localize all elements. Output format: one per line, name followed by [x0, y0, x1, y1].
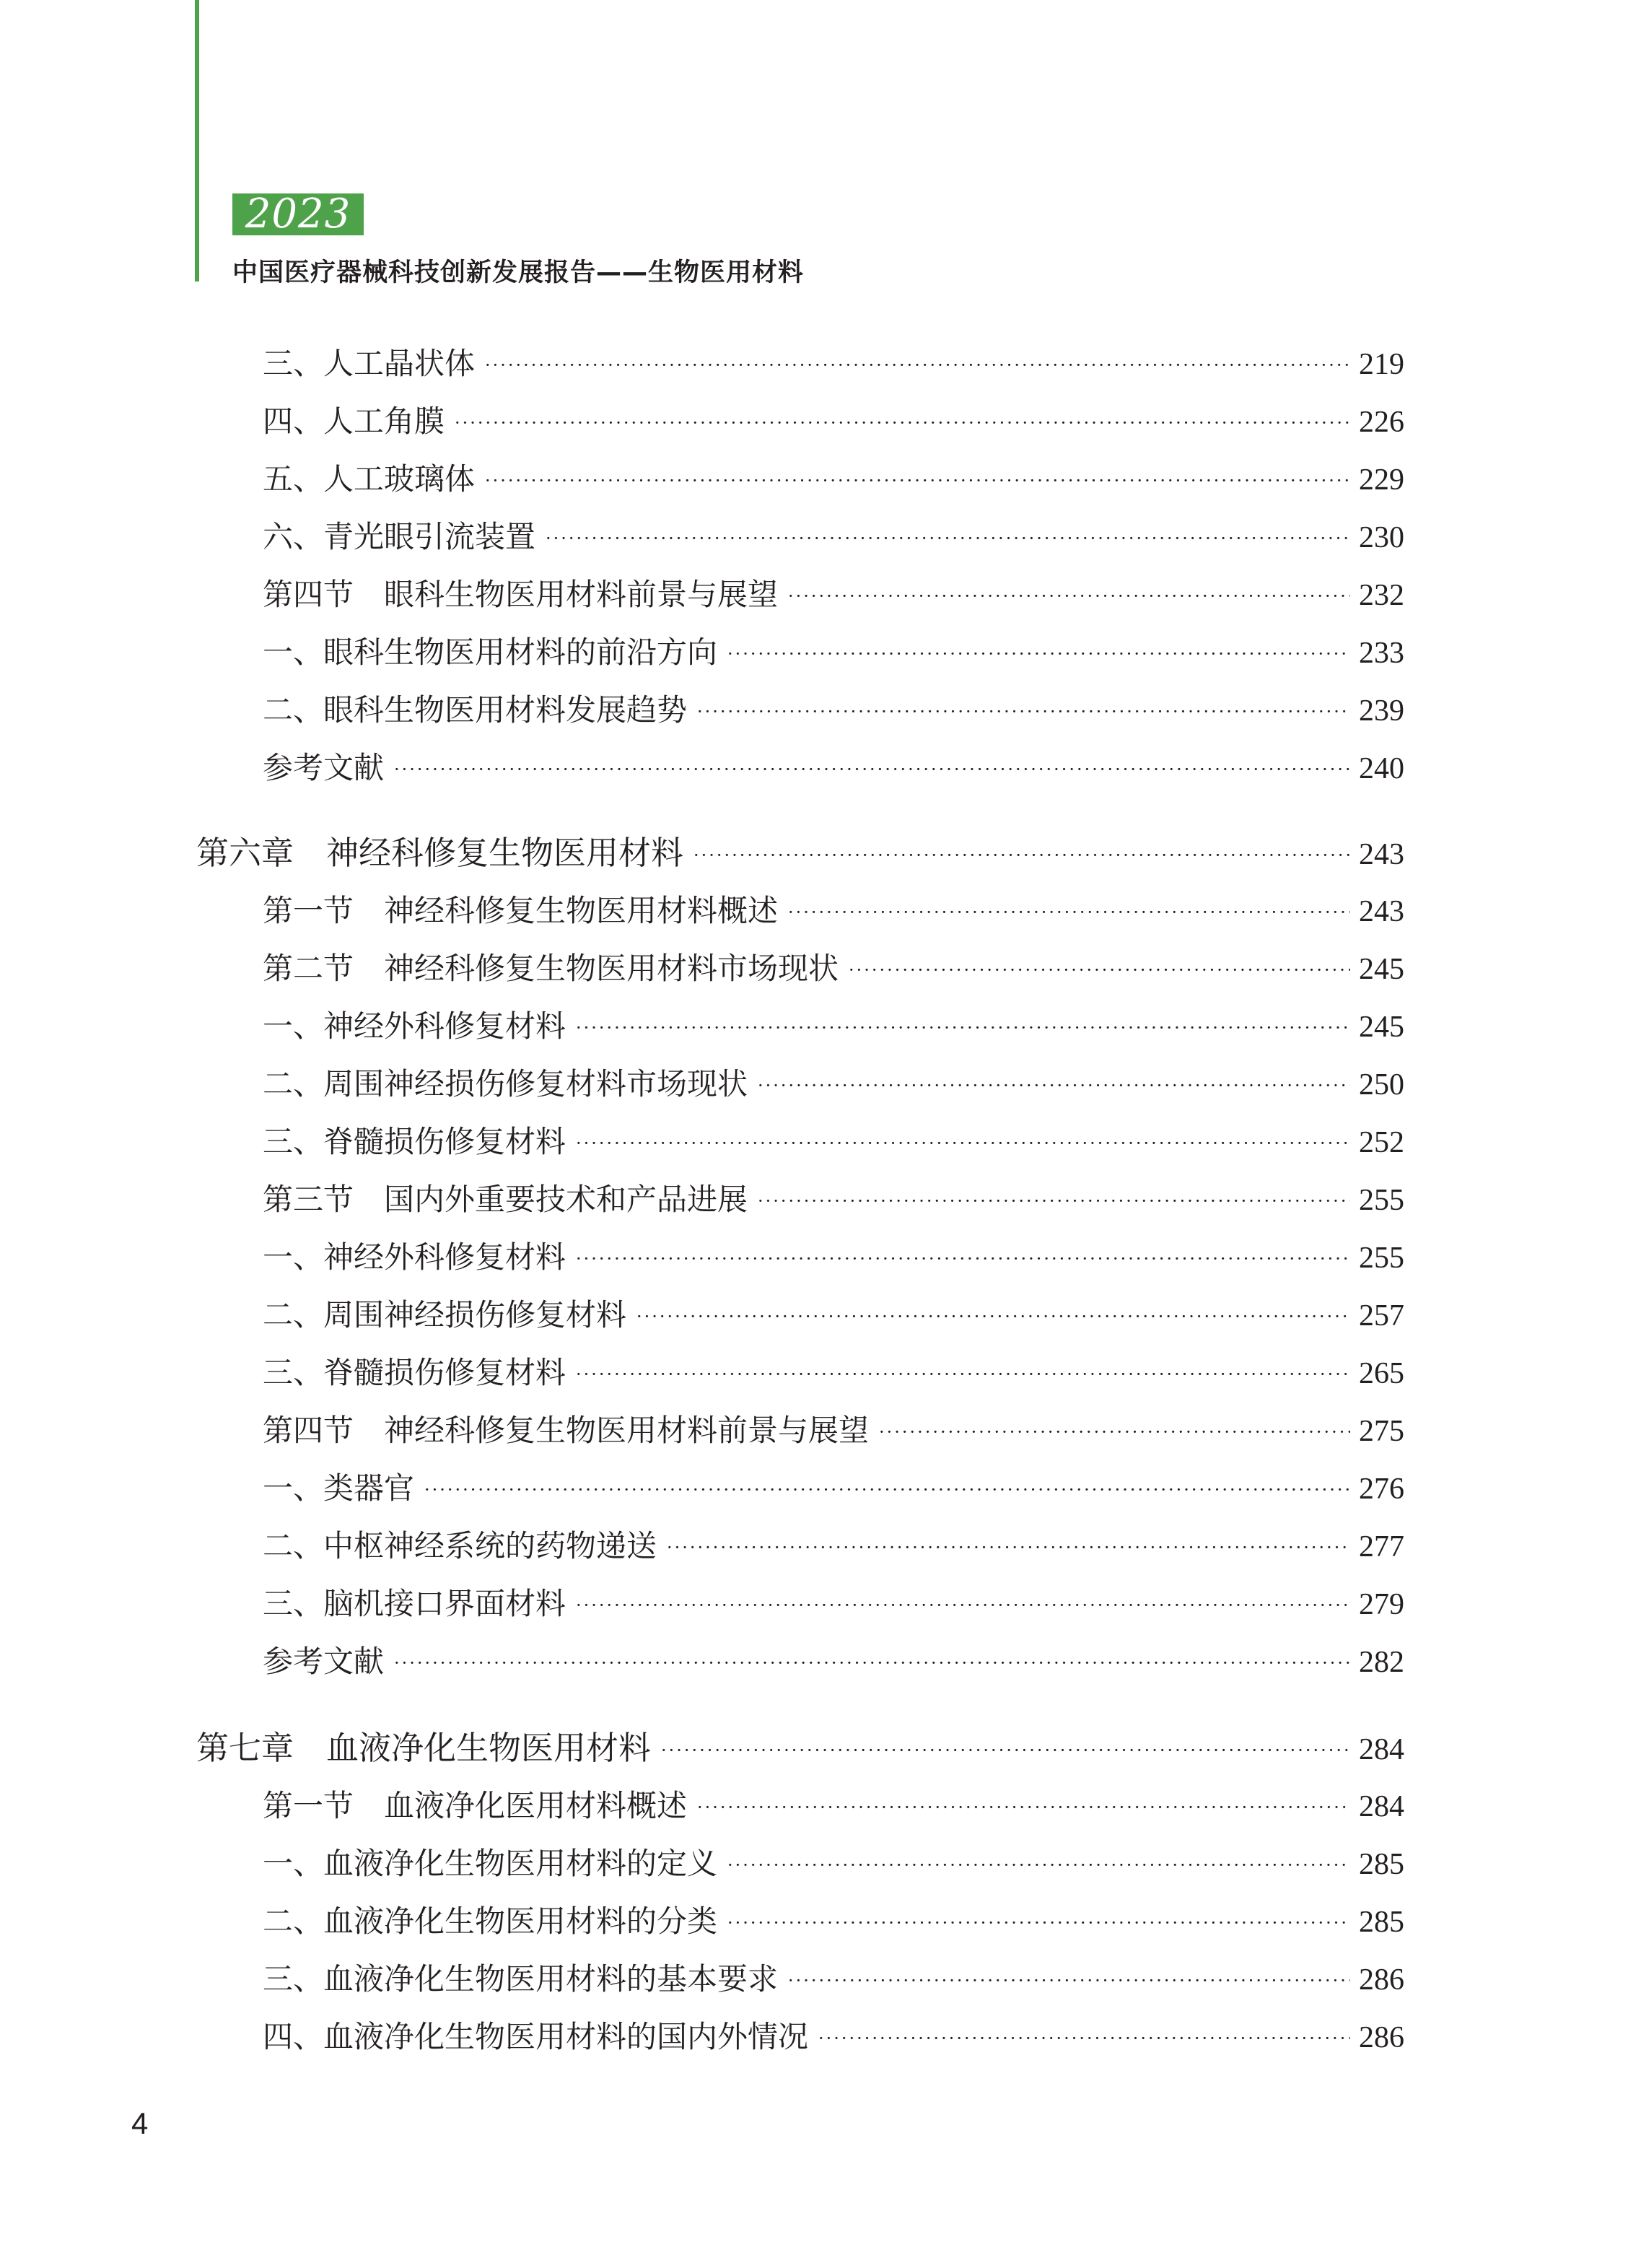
toc-entry-label: 二、血液净化生物医用材料的分类 — [263, 1903, 718, 1939]
toc-entry[interactable] — [263, 1525, 1404, 1568]
toc-entry-page: 252 — [1359, 1126, 1404, 1159]
toc-entry-page: 277 — [1359, 1530, 1404, 1563]
leader-dots — [788, 575, 1350, 618]
leader-dots — [727, 632, 1350, 676]
toc-entry[interactable] — [263, 1467, 1404, 1510]
toc-entry[interactable] — [263, 689, 1404, 732]
toc-entry-label: 一、眼科生物医用材料的前沿方向 — [263, 634, 718, 670]
toc-section-entry[interactable] — [263, 1784, 1404, 1828]
toc-entry-page: 230 — [1359, 521, 1404, 554]
leader-dots — [636, 1295, 1350, 1338]
toc-entry-label: 第一节 血液净化医用材料概述 — [263, 1788, 688, 1823]
leader-dots — [758, 1179, 1350, 1223]
toc-entry[interactable] — [263, 458, 1404, 501]
leader-dots — [788, 891, 1350, 934]
toc-entry[interactable] — [263, 1351, 1404, 1395]
toc-entry-label: 参考文献 — [263, 750, 385, 785]
toc-entry-label: 四、人工角膜 — [263, 404, 445, 439]
toc-entry[interactable] — [263, 746, 1404, 790]
toc-entry-page: 226 — [1359, 406, 1404, 439]
leader-dots — [485, 344, 1350, 387]
toc-entry-label: 二、周围神经损伤修复材料市场现状 — [263, 1066, 748, 1102]
leader-dots — [849, 948, 1350, 992]
leader-dots — [424, 1468, 1350, 1512]
leader-dots — [485, 459, 1350, 502]
toc-entry[interactable] — [263, 1120, 1404, 1164]
toc-entry[interactable] — [263, 2015, 1404, 2059]
leader-dots — [758, 1064, 1350, 1107]
toc-entry-page: 219 — [1359, 348, 1404, 381]
toc-entry-label: 一、神经外科修复材料 — [263, 1008, 566, 1044]
leader-dots — [667, 1526, 1350, 1569]
toc-chapter-entry[interactable] — [196, 832, 1404, 875]
toc-entry[interactable] — [263, 1900, 1404, 1943]
leader-dots — [576, 1353, 1350, 1396]
leader-dots — [727, 1901, 1350, 1945]
toc-entry[interactable] — [263, 400, 1404, 443]
toc-entry[interactable] — [263, 1236, 1404, 1279]
toc-chapter-entry[interactable] — [196, 1727, 1404, 1770]
toc-entry-label: 第四节 神经科修复生物医用材料前景与展望 — [263, 1413, 870, 1448]
toc-entry-label: 二、眼科生物医用材料发展趋势 — [263, 692, 688, 728]
toc-entry-page: 245 — [1359, 1011, 1404, 1044]
toc-entry-page: 255 — [1359, 1184, 1404, 1217]
toc-section-entry[interactable] — [263, 1178, 1404, 1221]
toc-entry-page: 286 — [1359, 2021, 1404, 2054]
toc-entry-label: 三、脑机接口界面材料 — [263, 1586, 566, 1621]
leader-dots — [879, 1410, 1350, 1454]
toc-entry-label: 四、血液净化生物医用材料的国内外情况 — [263, 2019, 809, 2054]
running-header-title: 中国医疗器械科技创新发展报告——生物医用材料 — [232, 258, 805, 287]
toc-entry-label: 一、神经外科修复材料 — [263, 1239, 566, 1275]
leader-dots — [788, 1959, 1350, 2002]
toc-section-entry[interactable] — [263, 1409, 1404, 1452]
toc-entry-page: 284 — [1359, 1790, 1404, 1823]
toc-entry-label: 三、脊髓损伤修复材料 — [263, 1355, 566, 1390]
leader-dots — [394, 1641, 1350, 1685]
toc-entry[interactable] — [263, 631, 1404, 674]
toc-entry-label: 第二节 神经科修复生物医用材料市场现状 — [263, 951, 839, 986]
toc-entry-page: 285 — [1359, 1906, 1404, 1939]
leader-dots — [576, 1584, 1350, 1627]
toc-entry-page: 255 — [1359, 1242, 1404, 1275]
toc-entry-page: 250 — [1359, 1068, 1404, 1102]
toc-entry-page: 243 — [1359, 838, 1404, 871]
toc-entry[interactable] — [263, 1842, 1404, 1885]
toc-entry[interactable] — [263, 1294, 1404, 1337]
toc-entry-label: 第三节 国内外重要技术和产品进展 — [263, 1182, 748, 1217]
toc-entry[interactable] — [263, 1640, 1404, 1683]
toc-entry[interactable] — [263, 342, 1404, 385]
leader-dots — [727, 1844, 1350, 1887]
toc-entry-label: 参考文献 — [263, 1644, 385, 1679]
toc-entry-page: 233 — [1359, 637, 1404, 670]
toc-entry-label: 一、类器官 — [263, 1470, 415, 1506]
toc-entry-page: 257 — [1359, 1299, 1404, 1333]
toc-entry-label: 五、人工玻璃体 — [263, 461, 476, 497]
leader-dots — [661, 1729, 1350, 1772]
leader-dots — [455, 401, 1350, 445]
toc-entry-page: 245 — [1359, 953, 1404, 986]
toc-entry-page: 239 — [1359, 694, 1404, 728]
toc-entry-label: 第七章 血液净化生物医用材料 — [196, 1729, 652, 1767]
leader-dots — [697, 1786, 1350, 1829]
leader-dots — [576, 1237, 1350, 1281]
leader-dots — [818, 2017, 1350, 2060]
toc-entry-page: 275 — [1359, 1415, 1404, 1448]
toc-entry-page: 279 — [1359, 1588, 1404, 1621]
toc-entry-page: 285 — [1359, 1848, 1404, 1881]
toc-entry-label: 第一节 神经科修复生物医用材料概述 — [263, 893, 779, 928]
page-number: 4 — [131, 2106, 149, 2140]
toc-entry-page: 243 — [1359, 895, 1404, 928]
toc-entry-label: 二、周围神经损伤修复材料 — [263, 1297, 627, 1333]
toc-entry-label: 三、脊髓损伤修复材料 — [263, 1124, 566, 1159]
toc-section-entry[interactable] — [263, 889, 1404, 933]
leader-dots — [697, 690, 1350, 733]
toc-entry[interactable] — [263, 1582, 1404, 1626]
toc-entry-page: 286 — [1359, 1963, 1404, 1997]
year-badge: 2023 — [232, 193, 364, 235]
toc-section-entry[interactable] — [263, 947, 1404, 990]
toc-entry-page: 232 — [1359, 579, 1404, 612]
toc-entry-page: 229 — [1359, 463, 1404, 497]
toc-entry[interactable] — [263, 515, 1404, 559]
accent-vertical-bar — [195, 0, 199, 282]
toc-entry[interactable] — [263, 1958, 1404, 2001]
toc-entry[interactable] — [263, 1005, 1404, 1048]
leader-dots — [546, 517, 1350, 560]
toc-entry-label: 三、人工晶状体 — [263, 346, 476, 381]
toc-entry[interactable] — [263, 1063, 1404, 1106]
toc-entry-page: 240 — [1359, 752, 1404, 785]
toc-entry-label: 一、血液净化生物医用材料的定义 — [263, 1846, 718, 1881]
leader-dots — [576, 1006, 1350, 1050]
toc-entry-page: 276 — [1359, 1473, 1404, 1506]
leader-dots — [576, 1122, 1350, 1165]
toc-entry-label: 六、青光眼引流装置 — [263, 519, 536, 554]
toc-entry-page: 265 — [1359, 1357, 1404, 1390]
toc-entry-page: 282 — [1359, 1646, 1404, 1679]
toc-section-entry[interactable] — [263, 573, 1404, 616]
toc-entry-label: 第六章 神经科修复生物医用材料 — [196, 834, 684, 872]
toc-entry-label: 二、中枢神经系统的药物递送 — [263, 1528, 657, 1563]
toc-entry-label: 三、血液净化生物医用材料的基本要求 — [263, 1961, 779, 1997]
leader-dots — [394, 748, 1350, 791]
leader-dots — [693, 834, 1350, 877]
toc-entry-label: 第四节 眼科生物医用材料前景与展望 — [263, 577, 779, 612]
toc-entry-page: 284 — [1359, 1733, 1404, 1766]
